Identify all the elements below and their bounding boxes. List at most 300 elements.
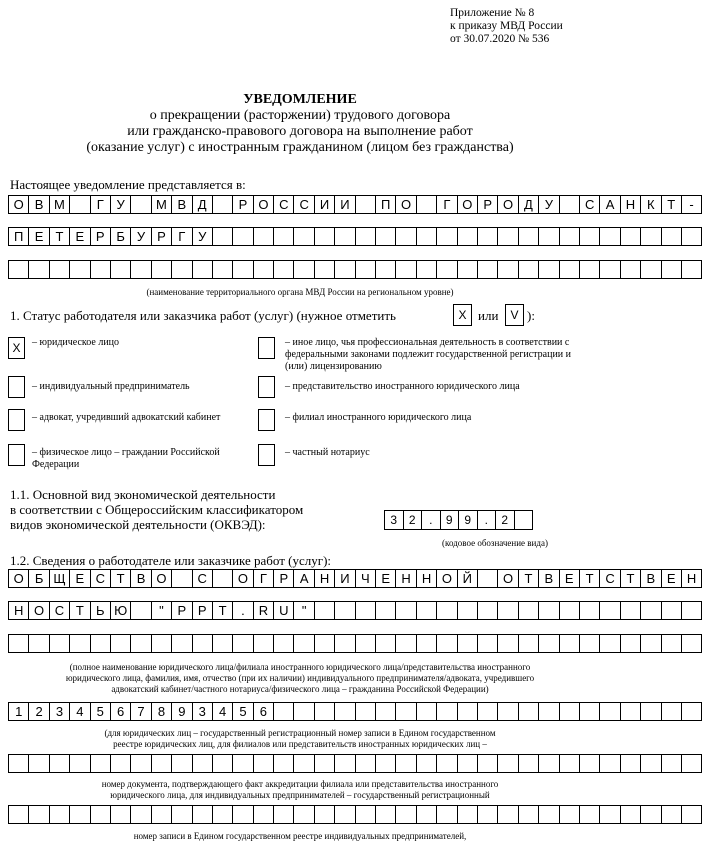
cell[interactable] (294, 754, 314, 773)
cell[interactable]: 3 (50, 702, 70, 721)
cell[interactable] (417, 260, 437, 279)
cell[interactable] (478, 227, 498, 246)
cell[interactable]: С (91, 569, 111, 588)
cell[interactable] (213, 634, 233, 653)
cell[interactable]: Н (417, 569, 437, 588)
cell[interactable]: 9 (441, 510, 460, 530)
cell[interactable] (498, 601, 518, 620)
cell[interactable] (621, 227, 641, 246)
cell[interactable]: Г (172, 227, 192, 246)
cell[interactable] (376, 702, 396, 721)
cell[interactable] (213, 569, 233, 588)
cell[interactable]: . (233, 601, 253, 620)
cell[interactable] (458, 805, 478, 824)
cell[interactable]: Ч (356, 569, 376, 588)
cell[interactable] (417, 227, 437, 246)
cell[interactable] (376, 227, 396, 246)
cell[interactable]: Н (9, 601, 29, 620)
cell[interactable] (213, 805, 233, 824)
cell[interactable] (478, 702, 498, 721)
cell[interactable]: С (294, 195, 314, 214)
cell[interactable] (315, 805, 335, 824)
cell[interactable] (131, 195, 151, 214)
cell[interactable] (172, 634, 192, 653)
cell[interactable]: Р (152, 227, 172, 246)
cell[interactable] (315, 601, 335, 620)
cell[interactable]: Н (315, 569, 335, 588)
cell[interactable]: 6 (111, 702, 131, 721)
cell[interactable]: 2 (29, 702, 49, 721)
cell[interactable]: Е (560, 569, 580, 588)
cell[interactable]: R (254, 601, 274, 620)
cell[interactable]: У (131, 227, 151, 246)
cell[interactable] (233, 805, 253, 824)
cell[interactable] (621, 805, 641, 824)
employer-name-row-3[interactable] (8, 634, 702, 653)
cell[interactable] (29, 634, 49, 653)
cell[interactable] (335, 634, 355, 653)
cell[interactable] (396, 805, 416, 824)
cell[interactable] (50, 754, 70, 773)
cell[interactable] (70, 195, 90, 214)
employer-name-row-2[interactable] (8, 601, 702, 620)
employer-name-row-1[interactable] (8, 569, 702, 588)
cell[interactable]: В (131, 569, 151, 588)
cell[interactable] (213, 754, 233, 773)
cell[interactable]: С (580, 195, 600, 214)
cell[interactable]: С (50, 601, 70, 620)
cell[interactable] (519, 754, 539, 773)
cell[interactable] (152, 260, 172, 279)
cell[interactable] (111, 805, 131, 824)
cell[interactable] (662, 754, 682, 773)
cell[interactable] (539, 601, 559, 620)
checkbox-representative-office[interactable] (258, 376, 275, 398)
cell[interactable] (152, 754, 172, 773)
cell[interactable] (417, 634, 437, 653)
cell[interactable] (437, 227, 457, 246)
cell[interactable] (458, 634, 478, 653)
cell[interactable] (29, 260, 49, 279)
cell[interactable] (560, 805, 580, 824)
cell[interactable]: Р (172, 601, 192, 620)
checkbox-foreign-branch[interactable] (258, 409, 275, 431)
cell[interactable] (111, 634, 131, 653)
cell[interactable] (539, 805, 559, 824)
cell[interactable] (519, 227, 539, 246)
cell[interactable] (254, 634, 274, 653)
cell[interactable] (600, 601, 620, 620)
cell[interactable]: О (152, 569, 172, 588)
cell[interactable] (580, 754, 600, 773)
cell[interactable] (437, 805, 457, 824)
cell[interactable] (396, 634, 416, 653)
cell[interactable] (580, 634, 600, 653)
cell[interactable]: Т (213, 601, 233, 620)
cell[interactable] (560, 754, 580, 773)
checkbox-private-notary[interactable] (258, 444, 275, 466)
cell[interactable]: Р (478, 195, 498, 214)
cell[interactable]: Р (233, 195, 253, 214)
cell[interactable] (274, 754, 294, 773)
cell[interactable] (9, 260, 29, 279)
cell[interactable] (600, 805, 620, 824)
cell[interactable]: Г (254, 569, 274, 588)
cell[interactable]: Т (111, 569, 131, 588)
cell[interactable]: U (274, 601, 294, 620)
cell[interactable] (682, 634, 702, 653)
cell[interactable]: Т (621, 569, 641, 588)
cell[interactable] (294, 634, 314, 653)
cell[interactable]: Н (396, 569, 416, 588)
cell[interactable]: У (111, 195, 131, 214)
cell[interactable] (356, 754, 376, 773)
cell[interactable] (376, 805, 396, 824)
cell[interactable]: М (152, 195, 172, 214)
cell[interactable]: 9 (459, 510, 478, 530)
cell[interactable] (662, 260, 682, 279)
cell[interactable] (396, 601, 416, 620)
cell[interactable] (580, 805, 600, 824)
cell[interactable] (274, 702, 294, 721)
cell[interactable] (193, 260, 213, 279)
cell[interactable] (662, 702, 682, 721)
cell[interactable] (458, 702, 478, 721)
cell[interactable] (131, 634, 151, 653)
cell[interactable] (560, 634, 580, 653)
cell[interactable] (131, 805, 151, 824)
cell[interactable]: В (29, 195, 49, 214)
checkbox-lawyer[interactable] (8, 409, 25, 431)
cell[interactable] (335, 805, 355, 824)
cell[interactable] (458, 260, 478, 279)
cell[interactable]: Н (621, 195, 641, 214)
cell[interactable] (478, 634, 498, 653)
cell[interactable] (131, 754, 151, 773)
cell[interactable] (519, 601, 539, 620)
cell[interactable]: В (539, 569, 559, 588)
cell[interactable] (376, 260, 396, 279)
cell[interactable] (193, 754, 213, 773)
checkbox-other-person[interactable] (258, 337, 275, 359)
cell[interactable] (621, 754, 641, 773)
cell[interactable]: Г (91, 195, 111, 214)
cell[interactable] (478, 754, 498, 773)
cell[interactable] (70, 805, 90, 824)
cell[interactable]: О (396, 195, 416, 214)
cell[interactable] (417, 805, 437, 824)
cell[interactable] (580, 260, 600, 279)
cell[interactable] (458, 601, 478, 620)
cell[interactable] (152, 805, 172, 824)
cell[interactable]: Б (29, 569, 49, 588)
cell[interactable] (519, 702, 539, 721)
cell[interactable] (600, 227, 620, 246)
cell[interactable] (356, 601, 376, 620)
cell[interactable] (560, 195, 580, 214)
cell[interactable] (111, 260, 131, 279)
cell[interactable] (600, 754, 620, 773)
cell[interactable]: В (641, 569, 661, 588)
cell[interactable] (437, 754, 457, 773)
cell[interactable]: О (254, 195, 274, 214)
cell[interactable]: Д (193, 195, 213, 214)
cell[interactable]: Ь (91, 601, 111, 620)
cell[interactable] (417, 195, 437, 214)
cell[interactable] (682, 601, 702, 620)
cell[interactable] (294, 260, 314, 279)
cell[interactable] (172, 754, 192, 773)
cell[interactable] (356, 805, 376, 824)
cell[interactable] (641, 634, 661, 653)
cell[interactable]: Е (662, 569, 682, 588)
cell[interactable] (315, 227, 335, 246)
cell[interactable] (396, 754, 416, 773)
cell[interactable] (335, 702, 355, 721)
cell[interactable] (233, 754, 253, 773)
cell[interactable]: 4 (70, 702, 90, 721)
cell[interactable]: 7 (131, 702, 151, 721)
cell[interactable]: Е (70, 569, 90, 588)
cell[interactable] (560, 601, 580, 620)
cell[interactable]: Р (91, 227, 111, 246)
cell[interactable]: Т (70, 601, 90, 620)
cell[interactable] (213, 260, 233, 279)
cell[interactable] (600, 634, 620, 653)
cell[interactable] (213, 227, 233, 246)
cell[interactable]: - (682, 195, 702, 214)
cell[interactable] (641, 702, 661, 721)
cell[interactable] (376, 634, 396, 653)
cell[interactable] (621, 634, 641, 653)
cell[interactable] (417, 601, 437, 620)
cell[interactable]: Б (111, 227, 131, 246)
cell[interactable] (356, 195, 376, 214)
cell[interactable] (233, 634, 253, 653)
cell[interactable] (478, 805, 498, 824)
cell[interactable]: О (29, 601, 49, 620)
cell[interactable] (641, 805, 661, 824)
cell[interactable]: Р (193, 601, 213, 620)
cell[interactable] (233, 227, 253, 246)
cell[interactable] (274, 634, 294, 653)
cell[interactable] (515, 510, 534, 530)
cell[interactable] (294, 805, 314, 824)
cell[interactable]: С (274, 195, 294, 214)
cell[interactable] (560, 702, 580, 721)
cell[interactable]: О (437, 569, 457, 588)
cell[interactable] (254, 227, 274, 246)
cell[interactable] (580, 702, 600, 721)
cell[interactable]: 2 (496, 510, 515, 530)
cell[interactable] (458, 754, 478, 773)
organ-row-1[interactable] (8, 195, 702, 214)
cell[interactable]: И (335, 569, 355, 588)
cell[interactable] (335, 260, 355, 279)
cell[interactable] (111, 754, 131, 773)
cell[interactable] (70, 754, 90, 773)
cell[interactable] (50, 805, 70, 824)
cell[interactable] (70, 260, 90, 279)
cell[interactable] (315, 754, 335, 773)
cell[interactable] (478, 260, 498, 279)
cell[interactable]: Г (437, 195, 457, 214)
cell[interactable]: 1 (9, 702, 29, 721)
cell[interactable] (254, 754, 274, 773)
cell[interactable] (662, 634, 682, 653)
cell[interactable] (641, 601, 661, 620)
cell[interactable]: 3 (193, 702, 213, 721)
cell[interactable]: К (641, 195, 661, 214)
cell[interactable] (152, 634, 172, 653)
cell[interactable] (621, 702, 641, 721)
cell[interactable] (50, 260, 70, 279)
cell[interactable] (682, 754, 702, 773)
cell[interactable] (580, 227, 600, 246)
cell[interactable]: И (315, 195, 335, 214)
cell[interactable]: 6 (254, 702, 274, 721)
cell[interactable] (478, 601, 498, 620)
cell[interactable] (437, 601, 457, 620)
cell[interactable] (274, 260, 294, 279)
cell[interactable] (498, 227, 518, 246)
cell[interactable]: Е (70, 227, 90, 246)
cell[interactable]: Й (458, 569, 478, 588)
cell[interactable] (91, 634, 111, 653)
cell[interactable] (50, 634, 70, 653)
cell[interactable]: О (9, 195, 29, 214)
cell[interactable] (315, 260, 335, 279)
cell[interactable] (193, 634, 213, 653)
registration-number-row[interactable] (8, 702, 702, 721)
cell[interactable] (539, 754, 559, 773)
cell[interactable]: " (152, 601, 172, 620)
cell[interactable]: 4 (213, 702, 233, 721)
cell[interactable] (172, 805, 192, 824)
cell[interactable] (682, 227, 702, 246)
cell[interactable] (600, 260, 620, 279)
cell[interactable]: А (294, 569, 314, 588)
cell[interactable] (315, 634, 335, 653)
cell[interactable]: Н (682, 569, 702, 588)
cell[interactable] (519, 805, 539, 824)
cell[interactable] (254, 260, 274, 279)
cell[interactable] (315, 702, 335, 721)
cell[interactable] (560, 260, 580, 279)
cell[interactable]: О (498, 569, 518, 588)
cell[interactable] (662, 227, 682, 246)
cell[interactable] (396, 702, 416, 721)
cell[interactable] (356, 260, 376, 279)
cell[interactable] (9, 754, 29, 773)
cell[interactable] (539, 634, 559, 653)
cell[interactable] (91, 754, 111, 773)
cell[interactable]: . (478, 510, 497, 530)
organ-row-3[interactable] (8, 260, 702, 279)
cell[interactable]: П (376, 195, 396, 214)
cell[interactable]: У (193, 227, 213, 246)
cell[interactable] (539, 702, 559, 721)
cell[interactable]: Т (662, 195, 682, 214)
cell[interactable] (437, 702, 457, 721)
cell[interactable] (274, 227, 294, 246)
cell[interactable] (172, 569, 192, 588)
cell[interactable]: П (9, 227, 29, 246)
cell[interactable] (376, 754, 396, 773)
cell[interactable]: 9 (172, 702, 192, 721)
checkbox-legal-entity[interactable]: X (8, 337, 25, 359)
cell[interactable] (641, 227, 661, 246)
cell[interactable]: Т (519, 569, 539, 588)
cell[interactable] (519, 634, 539, 653)
cell[interactable] (478, 569, 498, 588)
cell[interactable]: С (193, 569, 213, 588)
cell[interactable] (131, 601, 151, 620)
cell[interactable]: О (458, 195, 478, 214)
okved-code-cells[interactable] (384, 510, 533, 530)
cell[interactable]: А (600, 195, 620, 214)
cell[interactable]: Е (29, 227, 49, 246)
cell[interactable]: 5 (91, 702, 111, 721)
cell[interactable] (172, 260, 192, 279)
cell[interactable] (560, 227, 580, 246)
cell[interactable]: " (294, 601, 314, 620)
cell[interactable] (91, 260, 111, 279)
cell[interactable] (396, 227, 416, 246)
cell[interactable] (335, 754, 355, 773)
cell[interactable] (539, 260, 559, 279)
checkbox-individual-entrepreneur[interactable] (8, 376, 25, 398)
cell[interactable] (498, 805, 518, 824)
cell[interactable]: Т (50, 227, 70, 246)
cell[interactable] (498, 702, 518, 721)
cell[interactable] (498, 754, 518, 773)
cell[interactable]: И (335, 195, 355, 214)
cell[interactable] (29, 754, 49, 773)
cell[interactable] (417, 702, 437, 721)
cell[interactable] (356, 634, 376, 653)
checkbox-individual-citizen[interactable] (8, 444, 25, 466)
cell[interactable]: . (422, 510, 441, 530)
cell[interactable] (233, 260, 253, 279)
cell[interactable] (539, 227, 559, 246)
cell[interactable] (70, 634, 90, 653)
entrepreneur-row[interactable] (8, 805, 702, 824)
cell[interactable]: В (172, 195, 192, 214)
cell[interactable] (682, 702, 702, 721)
cell[interactable] (91, 805, 111, 824)
cell[interactable]: Е (376, 569, 396, 588)
cell[interactable] (600, 702, 620, 721)
organ-row-2[interactable] (8, 227, 702, 246)
cell[interactable] (437, 260, 457, 279)
cell[interactable] (254, 805, 274, 824)
cell[interactable]: Щ (50, 569, 70, 588)
cell[interactable]: С (600, 569, 620, 588)
cell[interactable]: Т (580, 569, 600, 588)
cell[interactable]: Д (519, 195, 539, 214)
cell[interactable] (641, 260, 661, 279)
cell[interactable]: О (233, 569, 253, 588)
cell[interactable] (29, 805, 49, 824)
cell[interactable]: О (9, 569, 29, 588)
cell[interactable]: 5 (233, 702, 253, 721)
cell[interactable] (335, 601, 355, 620)
cell[interactable] (498, 260, 518, 279)
cell[interactable]: М (50, 195, 70, 214)
cell[interactable] (417, 754, 437, 773)
cell[interactable] (131, 260, 151, 279)
